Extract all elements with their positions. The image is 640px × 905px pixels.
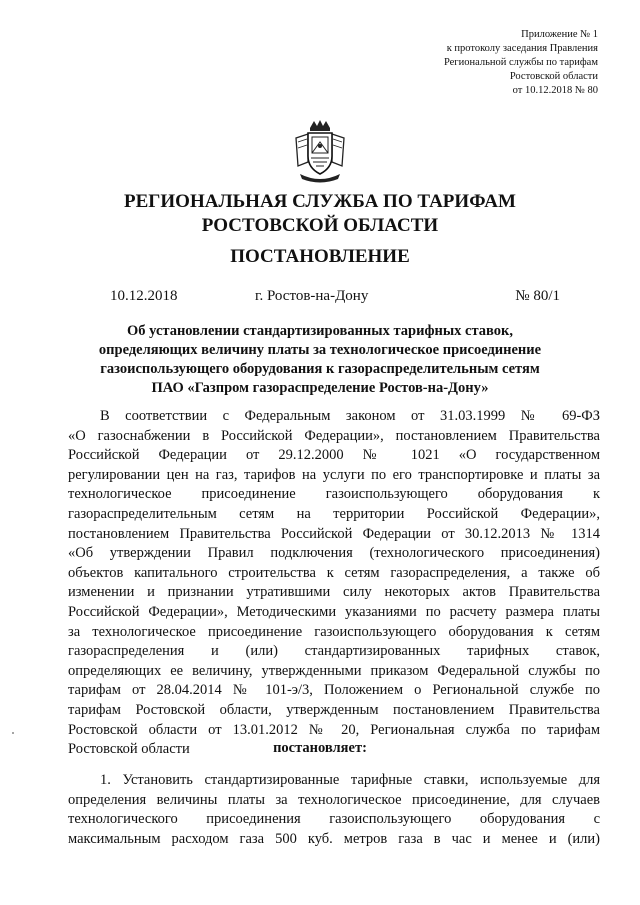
preamble-line: Ростовской области xyxy=(68,741,190,758)
subject-line: газоиспользующего оборудования к газораспределительным сетям xyxy=(100,361,540,377)
preamble-line: объектов капитального строительства к сетям газораспределения, а также об xyxy=(68,564,600,581)
appendix-line: Приложение № 1 xyxy=(521,29,598,40)
preamble-line: регулировании цен на газ, тарифов на услуги по его транспортировке и платы за xyxy=(68,466,600,483)
clause-line: максимальным расходом газа 500 куб. метров газа в час и менее и (или) xyxy=(68,830,600,847)
preamble-line: «Об утверждении Правил подключения (технологического присоединения) xyxy=(68,545,600,562)
scan-speck xyxy=(12,732,14,734)
coat-of-arms-icon xyxy=(288,118,352,184)
preamble-line: тарифам Ростовской области, утвержденным постановлением Правительства xyxy=(68,701,600,718)
organization-line: РЕГИОНАЛЬНАЯ СЛУЖБА ПО ТАРИФАМ xyxy=(124,191,516,212)
preamble-line: Ростовской области от 13.01.2012 № 20, Региональная служба по тарифам xyxy=(68,721,600,738)
document-city: г. Ростов-на-Дону xyxy=(255,288,369,304)
clause-line: определения величины платы за технологическое присоединение, для случаев xyxy=(68,791,600,808)
preamble-line: В соответствии с Федеральным законом от 31.03.1999 № 69-ФЗ xyxy=(100,408,600,424)
organization-line: РОСТОВСКОЙ ОБЛАСТИ xyxy=(201,215,439,236)
resolution-word: постановляет: xyxy=(273,740,367,756)
document-type: ПОСТАНОВЛЕНИЕ xyxy=(230,246,410,267)
appendix-note xyxy=(444,28,598,98)
appendix-line: Региональной службы по тарифам xyxy=(443,57,598,68)
appendix-line: Ростовской области xyxy=(509,71,598,82)
preamble-line: Российской Федерации от 29.12.2000 № 1021 «О государственном xyxy=(68,447,600,464)
preamble-line: за технологическое присоединение газоиспользующего оборудования к сетям xyxy=(68,623,600,640)
clause-1 xyxy=(68,771,600,849)
preamble-paragraph xyxy=(68,407,600,760)
subject-line: Об установлении стандартизированных тарифных ставок, xyxy=(127,323,513,339)
preamble-line: технологическое присоединение газоиспользующего оборудования к xyxy=(68,486,600,503)
document-number: № 80/1 xyxy=(515,288,560,304)
preamble-line: изменении и признании утратившими силу некоторых актов Правительства xyxy=(68,584,600,601)
preamble-line: «О газоснабжении в Российской Федерации», постановлением Правительства xyxy=(68,427,600,444)
organization-name xyxy=(0,190,640,238)
clause-line: 1. Установить стандартизированные тарифные ставки, используемые для xyxy=(100,772,600,788)
preamble-line: постановлением Правительства Российской Федерации от 30.12.2013 № 1314 xyxy=(68,525,600,542)
preamble-line: Российской Федерации», Методическими указаниями по расчету размера платы xyxy=(68,603,600,620)
appendix-line: от 10.12.2018 № 80 xyxy=(512,85,598,96)
appendix-line: к протоколу заседания Правления xyxy=(446,43,598,54)
clause-line: технологического присоединения газоиспользующего оборудования с xyxy=(68,811,600,828)
subject-line: ПАО «Газпром газораспределение Ростов-на-Дону» xyxy=(151,380,489,396)
document-date: 10.12.2018 xyxy=(110,288,178,304)
preamble-line: определяющих ее величину, утвержденными приказом Федеральной службы по xyxy=(68,662,600,679)
preamble-line: газораспределения и (или) стандартизированных тарифных ставок, xyxy=(68,643,600,660)
document-subject xyxy=(60,322,580,398)
preamble-line: газораспределительным сетям на территории Российской Федерации», xyxy=(68,505,600,522)
document-meta xyxy=(110,286,560,306)
preamble-line: тарифам от 28.04.2014 № 101-э/3, Положением о Региональной службе по xyxy=(68,682,600,699)
subject-line: определяющих величину платы за технологическое присоединение xyxy=(98,342,542,358)
